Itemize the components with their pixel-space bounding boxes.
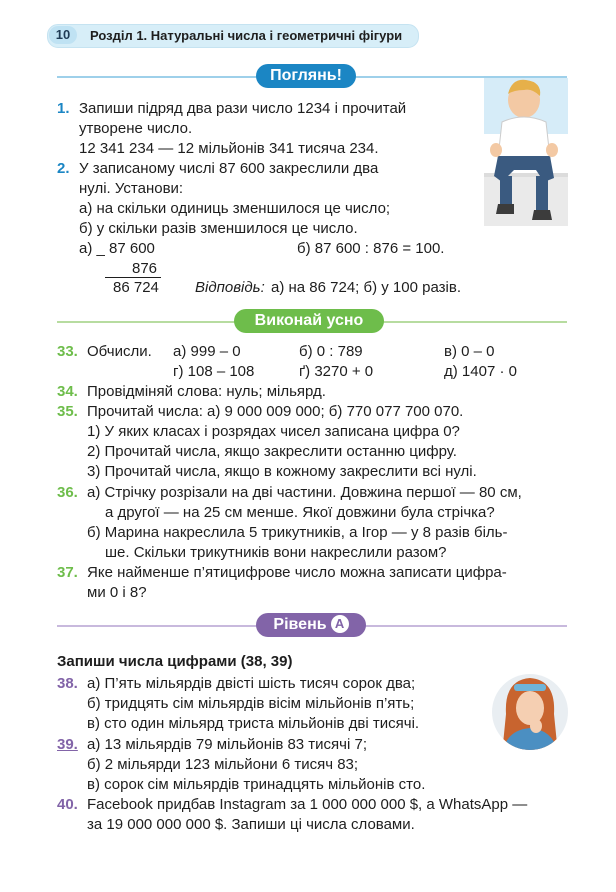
task-33-a: а) 999 – 0 (173, 343, 241, 360)
task-34-text: Провідміняй слова: нуль; мільярд. (87, 383, 326, 400)
task-38-line-1: а) П’ять мільярдів двісті шість тисяч сорок два; (87, 675, 416, 692)
example-2-line-1: У записаному числі 87 600 закреслили два (79, 160, 379, 177)
example-1-line-2: утворене число. (79, 120, 193, 137)
calc-subtrahend: 876 (132, 260, 158, 277)
example-2-line-2: нулі. Установи: (79, 180, 184, 197)
example-2-line-3: а) на скільки одиниць зменшилося це число; (79, 200, 391, 217)
task-38-line-3: в) сто один мільярд триста мільйонів дві тисячі. (87, 715, 420, 732)
task-33-lead: Обчисли. (87, 343, 152, 360)
task-35-sub-3: 3) Прочитай числа, якщо в кожному закреслити всі нулі. (87, 463, 477, 480)
task-36-line-3: б) Марина накреслила 5 трикутників, а Ігор — у 8 разів біль- (87, 524, 508, 541)
task-39-line-3: в) сорок сім мільярдів тринадцять мільйонів сто. (87, 776, 426, 793)
chapter-title: Розділ 1. Натуральні числа і геометричні фігури (90, 28, 403, 43)
task-36-line-4: ше. Скільки трикутників вони накреслили разом? (105, 544, 447, 561)
banner-oral: Виконай усно (234, 309, 384, 333)
task-38-number: 38. (57, 675, 78, 692)
task-33-v: в) 0 – 0 (444, 343, 495, 360)
task-36-number: 36. (57, 484, 78, 501)
task-37-line-2: ми 0 і 8? (87, 584, 147, 601)
task-35-number: 35. (57, 403, 78, 420)
task-33-number: 33. (57, 343, 78, 360)
example-2-line-4: б) у скільки разів зменшилося це число. (79, 220, 358, 237)
banner-level (256, 613, 366, 637)
task-37-number: 37. (57, 564, 78, 581)
task-35-sub-2: 2) Прочитай числа, якщо закреслити останню цифру. (87, 443, 457, 460)
example-1-number: 1. (57, 100, 70, 117)
task-40-line-2: за 19 000 000 000 $. Запиши ці числа словами. (87, 816, 415, 833)
task-33-d: д) 1407 · 0 (444, 363, 517, 380)
task-38-line-2: б) тридцять сім мільярдів вісім мільйонів п’ять; (87, 695, 415, 712)
task-34-number: 34. (57, 383, 78, 400)
task-39-line-2: б) 2 мільярди 123 мільйони 6 тисяч 83; (87, 756, 359, 773)
task-35-sub-1: 1) У яких класах і розрядах чисел записана цифра 0? (87, 423, 460, 440)
calc-b: б) 87 600 : 876 = 100. (297, 240, 445, 257)
banner-look: Поглянь! (256, 64, 356, 88)
task-36-line-2: а другої — на 25 см менше. Якої довжини була стрічка? (105, 504, 495, 521)
answer-text: а) на 86 724; б) у 100 разів. (271, 279, 461, 296)
girl-illustration (492, 674, 568, 750)
task-40-number: 40. (57, 796, 78, 813)
calc-a-label: а) _ 87 600 (79, 240, 155, 257)
task-37-line-1: Яке найменше п’ятицифрове число можна записати цифра- (87, 564, 507, 581)
example-1-line-3: 12 341 234 — 12 мільйонів 341 тисяча 234. (79, 140, 379, 157)
example-1-line-1: Запиши підряд два рази число 1234 і прочитай (79, 100, 407, 117)
task-36-line-1: а) Стрічку розрізали на дві частини. Довжина першої — 80 см, (87, 484, 522, 501)
example-2-number: 2. (57, 160, 70, 177)
level-label: Рівень (273, 616, 327, 633)
task-33-g: г) 108 – 108 (173, 363, 255, 380)
task-39-number: 39. (57, 736, 78, 753)
level-heading: Запиши числа цифрами (38, 39) (57, 653, 293, 670)
page-number: 10 (49, 26, 77, 44)
task-40-line-1: Facebook придбав Instagram за 1 000 000 000 $, а WhatsApp — (87, 796, 528, 813)
task-35-text: Прочитай числа: а) 9 000 009 000; б) 770 077 700 070. (87, 403, 464, 420)
boy-illustration (484, 78, 568, 226)
task-39-line-1: а) 13 мільярдів 79 мільйонів 83 тисячі 7; (87, 736, 367, 753)
calc-result: 86 724 (113, 279, 159, 296)
level-letter-badge: А (331, 615, 349, 633)
answer-label: Відповідь: (195, 279, 265, 296)
task-33-b: б) 0 : 789 (299, 343, 363, 360)
task-33-gg: ґ) 3270 + 0 (299, 363, 374, 380)
